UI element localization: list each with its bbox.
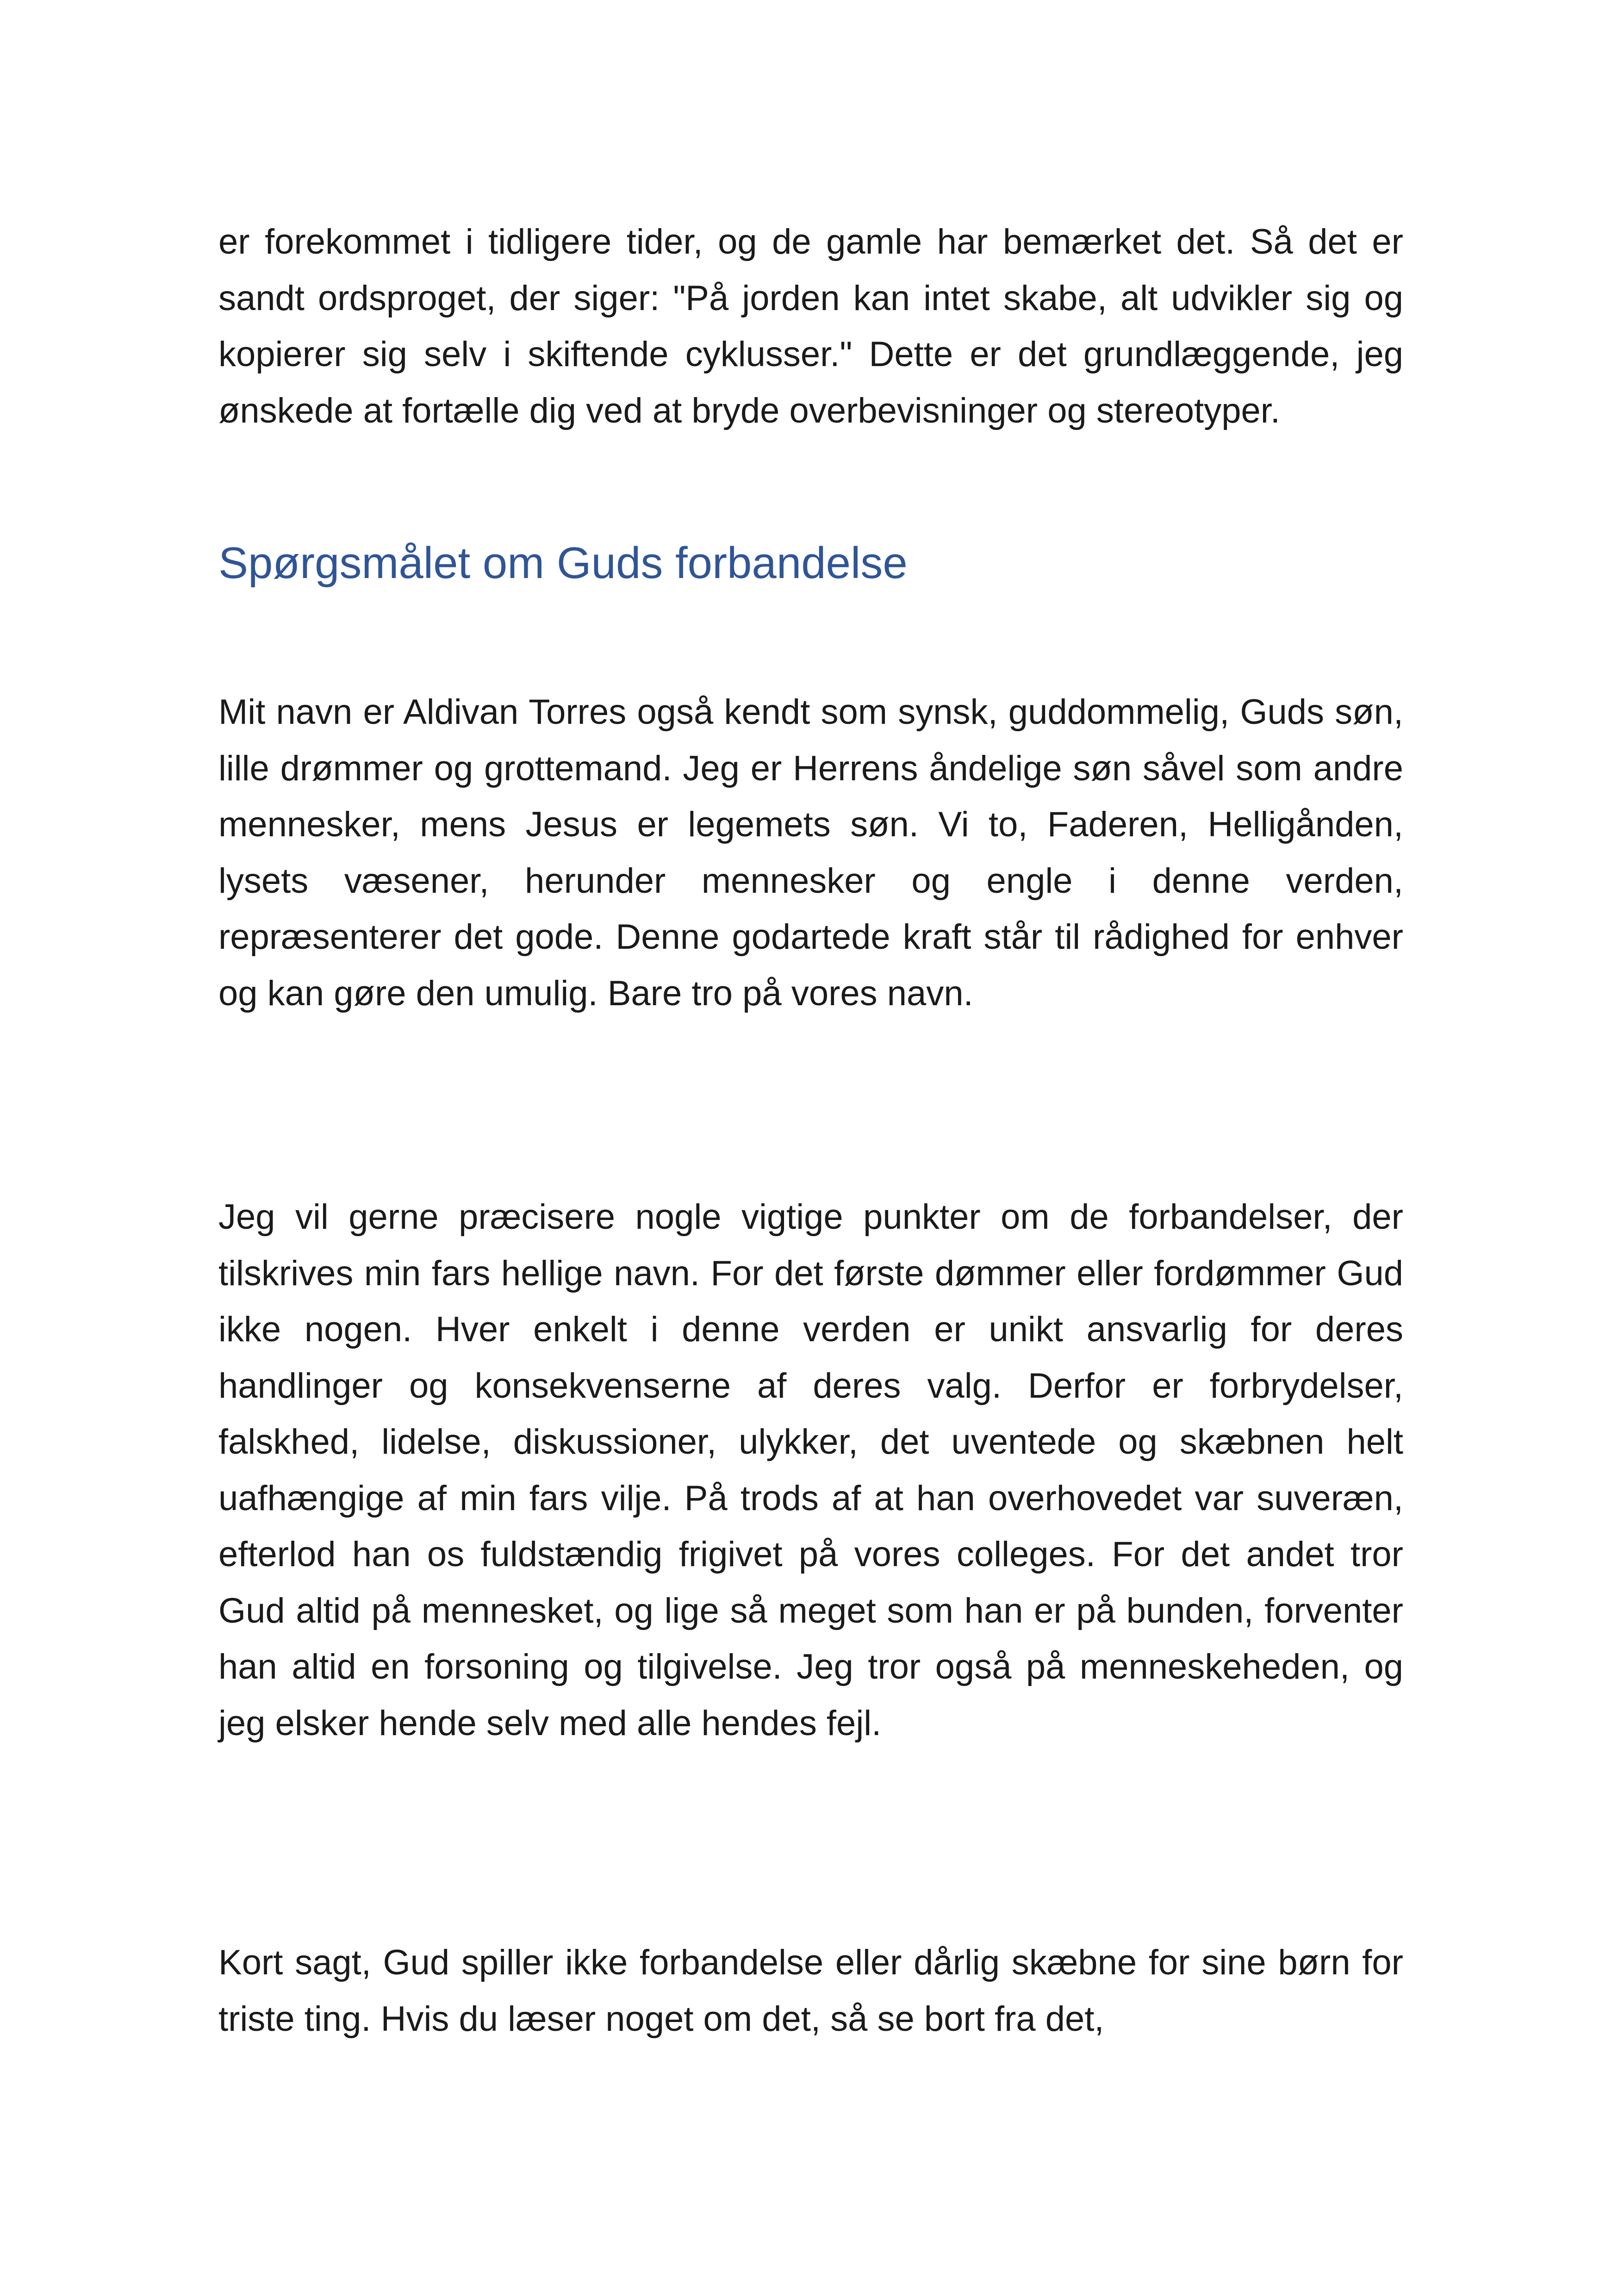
- section-heading: Spørgsmålet om Guds forbandelse: [218, 538, 908, 588]
- paragraph-intro-continuation: er forekommet i tidligere tider, og de gamle har bemærket det. Så det er sandt ordsproget, der siger: "På jorden kan intet skabe, alt udvikler sig og kopierer sig selv i skiftende cyklusser." Dette er det grundlæggende, jeg ønskede at fortælle dig ved at bryde overbevisninger og stereotyper.: [218, 222, 1403, 430]
- paragraph-summary: Kort sagt, Gud spiller ikke forbandelse eller dårlig skæbne for sine børn for triste ting. Hvis du læser noget om det, så se bort fra det,: [218, 1943, 1403, 2039]
- paragraph-name-introduction: Mit navn er Aldivan Torres også kendt som synsk, guddommelig, Guds søn, lille drømmer og grottemand. Jeg er Herrens åndelige søn såvel som andre mennesker, mens Jesus er legemets søn. Vi to, Faderen, Helligånden, lysets væsener, herunder mennesker og engle i denne verden, repræsenterer det gode. Denne godartede kraft står til rådighed for enhver og kan gøre den umulig. Bare tro på vores navn.: [218, 692, 1403, 1013]
- paragraph-curses-clarification: Jeg vil gerne præcisere nogle vigtige punkter om de forbandelser, der tilskrives min fars hellige navn. For det første dømmer eller fordømmer Gud ikke nogen. Hver enkelt i denne verden er unikt ansvarlig for deres handlinger og konsekvenserne af deres valg. Derfor er forbrydelser, falskhed, lidelse, diskussioner, ulykker, det uventede og skæbnen helt uafhængige af min fars vilje. På trods af at han overhovedet var suveræn, efterlod han os fuldstændig frigivet på vores colleges. For det andet tror Gud altid på mennesket, og lige så meget som han er på bunden, forventer han altid en forsoning og tilgivelse. Jeg tror også på menneskeheden, og jeg elsker hende selv med alle hendes fejl.: [218, 1197, 1403, 1743]
